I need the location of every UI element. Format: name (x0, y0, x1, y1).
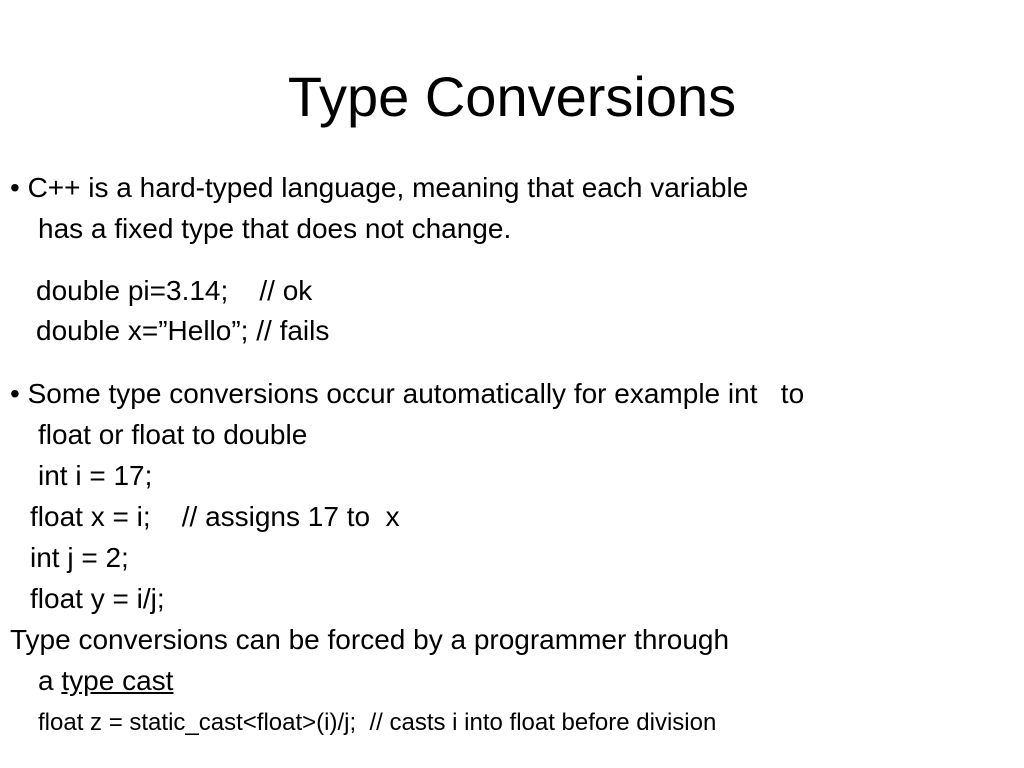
code-line-int-i: int i = 17; (38, 460, 153, 491)
slide-title: Type Conversions (287, 65, 737, 128)
code-line-x-fails: double x=”Hello”; // fails (36, 315, 330, 346)
code-line-pi: double pi=3.14; // ok (36, 275, 313, 306)
type-cast-term: type cast (61, 665, 174, 696)
bullet-1-line-2: has a fixed type that does not change. (38, 213, 512, 244)
bullet-1-line-1: • C++ is a hard-typed language, meaning that each variable (10, 172, 749, 203)
type-cast-intro-line-2 (38, 663, 173, 699)
bullet-2-line-1: • Some type conversions occur automatically for example int to (10, 378, 805, 409)
code-line-float-y: float y = i/j; (30, 583, 165, 614)
code-line-static-cast: float z = static_cast<float>(i)/j; // casts i into float before division (38, 709, 717, 736)
code-line-float-x: float x = i; // assigns 17 to x (30, 501, 400, 532)
type-cast-prefix: a (38, 665, 62, 696)
bullet-2-line-2: float or float to double (38, 419, 308, 450)
type-cast-intro-line-1: Type conversions can be forced by a programmer through (10, 624, 730, 655)
code-line-int-j: int j = 2; (30, 542, 129, 573)
